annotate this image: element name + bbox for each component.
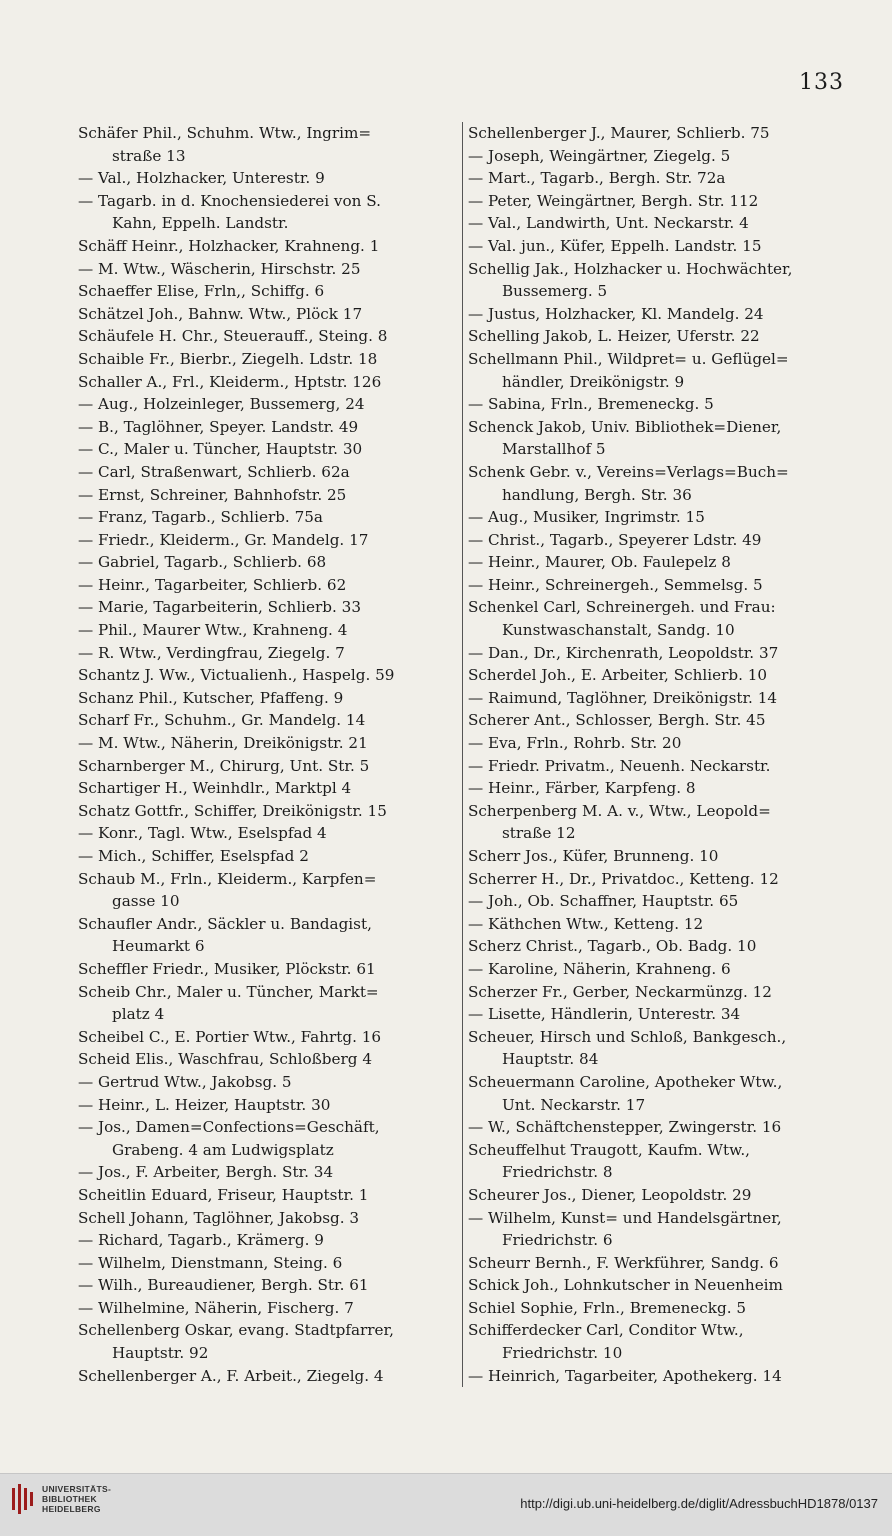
directory-entry-line: Scherpenberg M. A. v., Wtw., Leopold=	[468, 801, 771, 820]
directory-entry-line: — Konr., Tagl. Wtw., Eselspfad 4	[78, 824, 327, 843]
directory-entry-line: — Marie, Tagarbeiterin, Schlierb. 33	[78, 598, 361, 617]
directory-entry-line: — Friedr., Kleiderm., Gr. Mandelg. 17	[78, 530, 369, 549]
directory-entry-line: Schaeffer Elise, Frln,, Schiffg. 6	[78, 282, 325, 301]
directory-entry-line: Scheib Chr., Maler u. Tüncher, Markt=	[78, 982, 379, 1001]
directory-entry-line: Schartiger H., Weinhdlr., Marktpl 4	[78, 779, 352, 798]
logo-line-3: HEIDELBERG	[42, 1504, 101, 1514]
directory-entry-line: — W., Schäftchenstepper, Zwingerstr. 16	[468, 1118, 782, 1137]
directory-entry-line: Schaller A., Frl., Kleiderm., Hptstr. 126	[78, 372, 382, 391]
directory-entry-line: — Heinr., Schreinergeh., Semmelsg. 5	[468, 575, 763, 594]
directory-entry-line: — B., Taglöhner, Speyer. Landstr. 49	[78, 417, 359, 436]
directory-entry-line: Scherzer Fr., Gerber, Neckarmünzg. 12	[468, 982, 772, 1001]
directory-entry-line: Grabeng. 4 am Ludwigsplatz	[112, 1140, 334, 1159]
directory-entry-line: Schäff Heinr., Holzhacker, Krahneng. 1	[78, 236, 380, 255]
directory-entry-line: Kunstwaschanstalt, Sandg. 10	[502, 621, 735, 640]
directory-entry-line: Hauptstr. 84	[502, 1050, 599, 1069]
directory-entry-line: Scheuer, Hirsch und Schloß, Bankgesch.,	[468, 1027, 787, 1046]
directory-entry-line: — Heinr., Färber, Karpfeng. 8	[468, 779, 696, 798]
directory-entry-line: Schenck Jakob, Univ. Bibliothek=Diener,	[468, 417, 782, 436]
directory-entry-line: Friedrichstr. 10	[502, 1344, 623, 1363]
logo-line-2: BIBLIOTHEK	[42, 1494, 97, 1504]
directory-entry-line: Schifferdecker Carl, Conditor Wtw.,	[468, 1321, 744, 1340]
directory-entry-line: straße 13	[112, 146, 186, 165]
directory-entry-line: Schellenberger J., Maurer, Schlierb. 75	[468, 124, 770, 142]
source-url[interactable]: http://digi.ub.uni-heidelberg.de/diglit/AdressbuchHD1878/0137	[520, 1496, 878, 1511]
directory-entry-line: — Joh., Ob. Schaffner, Hauptstr. 65	[468, 892, 739, 911]
directory-entry-line: — Sabina, Frln., Bremeneckg. 5	[468, 395, 714, 414]
directory-entry-line: — Carl, Straßenwart, Schlierb. 62a	[78, 462, 350, 481]
directory-entry-line: Scheffler Friedr., Musiker, Plöckstr. 61	[78, 959, 376, 978]
directory-entry-line: Schellenberger A., F. Arbeit., Ziegelg. 4	[78, 1366, 384, 1385]
directory-entry-line: Schaub M., Frln., Kleiderm., Karpfen=	[78, 869, 377, 888]
directory-entry-line: Unt. Neckarstr. 17	[502, 1095, 646, 1114]
directory-entry-line: — Jos., Damen=Confections=Geschäft,	[78, 1118, 380, 1137]
logo-line-1: UNIVERSITÄTS-	[42, 1484, 112, 1494]
directory-entry-line: — Gertrud Wtw., Jakobsg. 5	[78, 1072, 292, 1091]
directory-entry-line: — Val. jun., Küfer, Eppelh. Landstr. 15	[468, 236, 762, 255]
directory-entry-line: — Heinrich, Tagarbeiter, Apothekerg. 14	[468, 1366, 782, 1385]
directory-entry-line: Scheitlin Eduard, Friseur, Hauptstr. 1	[78, 1185, 369, 1204]
directory-entry-line: Scherr Jos., Küfer, Brunneng. 10	[468, 847, 719, 865]
directory-entry-line: — Käthchen Wtw., Ketteng. 12	[468, 914, 704, 933]
directory-entry-line: — Justus, Holzhacker, Kl. Mandelg. 24	[468, 304, 764, 323]
directory-entry-line: — Lisette, Händlerin, Unterestr. 34	[468, 1005, 741, 1024]
directory-entry-line: Scheuffelhut Traugott, Kaufm. Wtw.,	[468, 1140, 750, 1159]
directory-entry-line: handlung, Bergh. Str. 36	[502, 485, 692, 504]
directory-entry-line: — Wilhelm, Kunst= und Handelsgärtner,	[468, 1208, 782, 1227]
directory-entry-line: — Eva, Frln., Rohrb. Str. 20	[468, 734, 682, 753]
directory-entry-line: — Raimund, Taglöhner, Dreikönigstr. 14	[468, 688, 778, 707]
directory-entry-line: — Aug., Musiker, Ingrimstr. 15	[468, 508, 705, 527]
library-logo-icon	[12, 1484, 34, 1514]
directory-entry-line: Schanz Phil., Kutscher, Pfaffeng. 9	[78, 688, 344, 707]
left-column	[78, 122, 463, 1387]
footer-bar	[0, 1473, 892, 1536]
library-logo-text	[42, 1484, 111, 1514]
directory-entry-line: Schätzel Joh., Bahnw. Wtw., Plöck 17	[78, 304, 363, 323]
directory-entry-line: Heumarkt 6	[112, 937, 205, 956]
directory-entry-line: Scherdel Joh., E. Arbeiter, Schlierb. 10	[468, 666, 768, 685]
directory-entry-line: Schaufler Andr., Säckler u. Bandagist,	[78, 914, 372, 933]
directory-columns	[78, 122, 848, 1387]
directory-entry-line: — Richard, Tagarb., Krämerg. 9	[78, 1231, 324, 1250]
directory-entry-line: Schäfer Phil., Schuhm. Wtw., Ingrim=	[78, 124, 372, 142]
directory-entry-line: — Joseph, Weingärtner, Ziegelg. 5	[468, 146, 731, 165]
directory-entry-line: Hauptstr. 92	[112, 1344, 209, 1363]
directory-entry-line: Scherz Christ., Tagarb., Ob. Badg. 10	[468, 937, 757, 956]
directory-entry-line: Scheibel C., E. Portier Wtw., Fahrtg. 16	[78, 1027, 382, 1046]
directory-entry-line: — Christ., Tagarb., Speyerer Ldstr. 49	[468, 530, 762, 549]
directory-entry-line: — Karoline, Näherin, Krahneng. 6	[468, 959, 731, 978]
directory-entry-line: Scherer Ant., Schlosser, Bergh. Str. 45	[468, 711, 766, 730]
directory-entry-line: — Heinr., L. Heizer, Hauptstr. 30	[78, 1095, 331, 1114]
directory-entry-line: — Wilh., Bureaudiener, Bergh. Str. 61	[78, 1276, 369, 1295]
directory-entry-line: Schantz J. Ww., Victualienh., Haspelg. 59	[78, 666, 395, 685]
directory-entry-line: Schiel Sophie, Frln., Bremeneckg. 5	[468, 1298, 747, 1317]
directory-entry-line: Schellmann Phil., Wildpret= u. Geflügel=	[468, 349, 789, 368]
directory-entry-line: straße 12	[502, 824, 576, 843]
directory-entry-line: — C., Maler u. Tüncher, Hauptstr. 30	[78, 440, 363, 459]
directory-entry-line: — Val., Holzhacker, Unterestr. 9	[78, 169, 325, 188]
directory-entry-line: Schellig Jak., Holzhacker u. Hochwächter,	[468, 259, 793, 278]
directory-entry-line: — M. Wtw., Näherin, Dreikönigstr. 21	[78, 734, 368, 753]
directory-entry-line: — Mich., Schiffer, Eselspfad 2	[78, 847, 309, 865]
directory-entry-line: — Dan., Dr., Kirchenrath, Leopoldstr. 37	[468, 643, 779, 662]
directory-entry-line: Scharf Fr., Schuhm., Gr. Mandelg. 14	[78, 711, 366, 730]
directory-entry-line: — Friedr. Privatm., Neuenh. Neckarstr.	[468, 756, 771, 775]
directory-entry-line: — Heinr., Tagarbeiter, Schlierb. 62	[78, 575, 347, 594]
directory-entry-line: Bussemerg. 5	[502, 282, 608, 301]
directory-entry-line: Scheurer Jos., Diener, Leopoldstr. 29	[468, 1185, 752, 1204]
directory-entry-line: Friedrichstr. 6	[502, 1231, 613, 1250]
directory-entry-line: — Heinr., Maurer, Ob. Faulepelz 8	[468, 553, 731, 572]
directory-entry-line: Schellenberg Oskar, evang. Stadtpfarrer,	[78, 1321, 394, 1340]
directory-entry-line: — Val., Landwirth, Unt. Neckarstr. 4	[468, 214, 749, 233]
directory-entry-line: gasse 10	[112, 892, 180, 911]
directory-entry-line: — Tagarb. in d. Knochensiederei von S.	[78, 191, 381, 210]
directory-entry-line: Scheid Elis., Waschfrau, Schloßberg 4	[78, 1050, 372, 1069]
directory-entry-line: — Phil., Maurer Wtw., Krahneng. 4	[78, 621, 348, 640]
directory-entry-line: Schatz Gottfr., Schiffer, Dreikönigstr. 15	[78, 801, 387, 820]
directory-entry-line: Schenkel Carl, Schreinergeh. und Frau:	[468, 598, 776, 617]
directory-entry-line: Scheurr Bernh., F. Werkführer, Sandg. 6	[468, 1253, 779, 1272]
page-number: 133	[799, 70, 844, 95]
directory-entry-line: platz 4	[112, 1005, 165, 1024]
directory-entry-line: — M. Wtw., Wäscherin, Hirschstr. 25	[78, 259, 361, 278]
directory-entry-line: Schelling Jakob, L. Heizer, Uferstr. 22	[468, 327, 760, 346]
directory-entry-line: Kahn, Eppelh. Landstr.	[112, 214, 289, 233]
directory-entry-line: — Jos., F. Arbeiter, Bergh. Str. 34	[78, 1163, 334, 1182]
directory-entry-line: — Wilhelmine, Näherin, Fischerg. 7	[78, 1298, 354, 1317]
directory-entry-line: händler, Dreikönigstr. 9	[502, 372, 685, 391]
directory-entry-line: — Franz, Tagarb., Schlierb. 75a	[78, 508, 323, 527]
library-logo[interactable]	[12, 1484, 111, 1514]
directory-entry-line: — Ernst, Schreiner, Bahnhofstr. 25	[78, 485, 347, 504]
directory-entry-line: Scharnberger M., Chirurg, Unt. Str. 5	[78, 756, 370, 775]
right-column	[463, 122, 848, 1387]
directory-entry-line: Schäufele H. Chr., Steuerauff., Steing. 8	[78, 327, 388, 346]
directory-entry-line: Marstallhof 5	[502, 440, 606, 459]
directory-entry-line: — Wilhelm, Dienstmann, Steing. 6	[78, 1253, 343, 1272]
directory-entry-line: Friedrichstr. 8	[502, 1163, 613, 1182]
directory-entry-line: — Gabriel, Tagarb., Schlierb. 68	[78, 553, 327, 572]
directory-entry-line: — Aug., Holzeinleger, Bussemerg, 24	[78, 395, 365, 414]
directory-entry-line: — Peter, Weingärtner, Bergh. Str. 112	[468, 191, 759, 210]
directory-entry-line: — R. Wtw., Verdingfrau, Ziegelg. 7	[78, 643, 345, 662]
directory-entry-line: Schaible Fr., Bierbr., Ziegelh. Ldstr. 18	[78, 349, 378, 368]
directory-entry-line: Schick Joh., Lohnkutscher in Neuenheim	[468, 1276, 783, 1295]
directory-entry-line: Scherrer H., Dr., Privatdoc., Ketteng. 12	[468, 869, 779, 888]
directory-entry-line: Scheuermann Caroline, Apotheker Wtw.,	[468, 1072, 783, 1091]
directory-entry-line: Schell Johann, Taglöhner, Jakobsg. 3	[78, 1208, 360, 1227]
directory-entry-line: Schenk Gebr. v., Vereins=Verlags=Buch=	[468, 462, 789, 481]
directory-entry-line: — Mart., Tagarb., Bergh. Str. 72a	[468, 169, 726, 188]
